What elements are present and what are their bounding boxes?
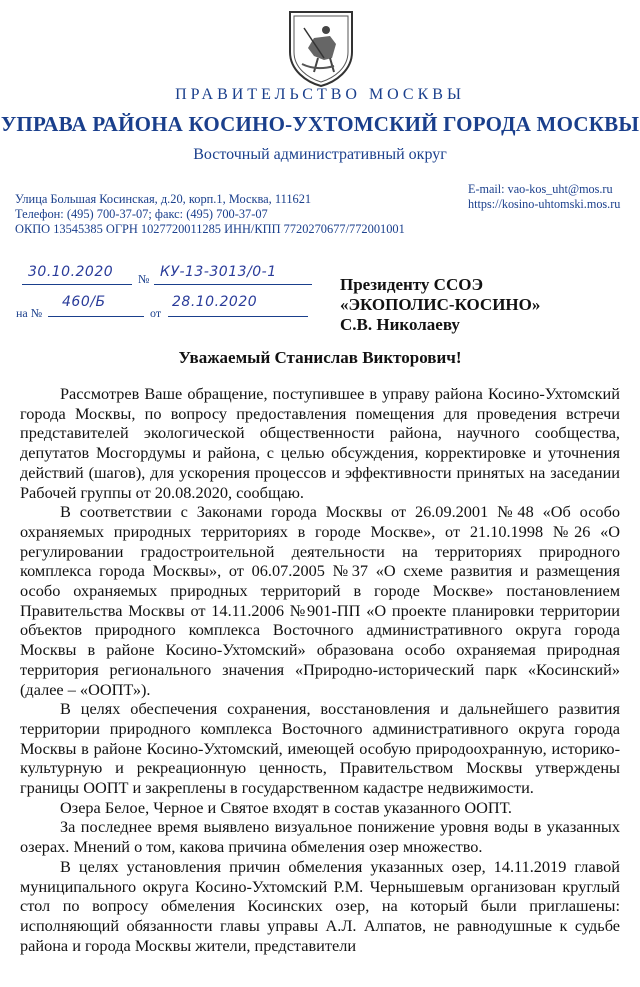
registry-codes-line: ОКПО 13545385 ОГРН 1027720011285 ИНН/КПП 7720270677/772001001 bbox=[15, 222, 405, 236]
na-label: на № bbox=[16, 306, 43, 320]
registration-block bbox=[16, 262, 322, 322]
address-block bbox=[15, 192, 405, 237]
moscow-coat-of-arms-icon bbox=[284, 8, 358, 88]
paragraph: В соответствии с Законами города Москвы от 26.09.2001 №48 «Об особо охраняемых природных территориях в городе Москве», от 21.10.1998 №26 «О регулировании градостроительной деятельности на территориях природного комплекса города Москвы», от 06.07.2005 №37 «О схеме развития и размещения особо охраняемых природных территорий в городе Москве» постановлением Правительства Москвы от 14.11.2006 №901-ПП «О проекте планировки территории объектов природного комплекса Восточного административного округа города Москвы в районе Косино-Ухтомский» образована особо охраняемая природная территория регионального значения «Природно-исторический парк «Косинский» (далее – «ООПТ»). bbox=[20, 502, 620, 699]
addressee-block bbox=[340, 275, 540, 335]
number-label: № bbox=[138, 272, 150, 286]
letter-body bbox=[20, 384, 620, 955]
government-title: ПРАВИТЕЛЬСТВО МОСКВЫ bbox=[175, 86, 465, 103]
number-handwritten: КУ-13-3013/0-1 bbox=[160, 264, 277, 280]
okrug-subtitle: Восточный административный округ bbox=[193, 146, 447, 163]
ot-label: от bbox=[150, 306, 162, 320]
uprava-title: УПРАВА РАЙОНА КОСИНО-УХТОМСКИЙ ГОРОДА МОСКВЫ bbox=[0, 112, 640, 136]
greeting: Уважаемый Станислав Викторович! bbox=[178, 348, 462, 367]
date-handwritten: 30.10.2020 bbox=[28, 264, 114, 280]
website-link[interactable]: https://kosino-uhtomski.mos.ru bbox=[468, 197, 621, 211]
paragraph: Рассмотрев Ваше обращение, поступившее в управу района Косино-Ухтомский города Москвы, по вопросу предоставления помещения для проведения встречи представителей экологической общественности района, научного сообщества, депутатов Мосгордумы и района, с целью обсуждения, корректировке и уточнения действий (шагов), для ускорения процессов и эффективности принятых на заседании Рабочей группы от 20.08.2020, сообщаю. bbox=[20, 384, 620, 502]
addressee-line: С.В. Николаеву bbox=[340, 315, 460, 334]
addressee-line: «ЭКОПОЛИС-КОСИНО» bbox=[340, 295, 541, 314]
ref-number-handwritten: 460/Б bbox=[62, 294, 106, 310]
paragraph: В целях обеспечения сохранения, восстановления и дальнейшего развития территории природного комплекса Восточного административного округа города Москвы в районе Косино-Ухтомский, имеющей особую природоохранную, историко-культурную и рекреационную ценность, Правительством Москвы утверждены границы ООПТ и закреплены в государственном кадастре недвижимости. bbox=[20, 699, 620, 798]
addressee-line: Президенту ССОЭ bbox=[340, 275, 483, 294]
phone-line: Телефон: (495) 700-37-07; факс: (495) 700-37-07 bbox=[15, 207, 268, 221]
paragraph: За последнее время выявлено визуальное понижение уровня воды в указанных озерах. Мнений о том, какова причина обмеления озер множество. bbox=[20, 817, 620, 857]
contacts-block bbox=[468, 182, 620, 212]
paragraph: В целях установления причин обмеления указанных озер, 14.11.2019 главой муниципального округа Косино-Ухтомский Р.М. Чернышевым организован круглый стол по вопросу обмеления Косинских озер, на который были приглашены: исполняющий обязанности главы управы А.Л. Алпатов, не равнодушные к судьбе района и города Москвы жители, представители bbox=[20, 856, 620, 955]
address-line: Улица Большая Косинская, д.20, корп.1, Москва, 111621 bbox=[15, 192, 312, 206]
paragraph: Озера Белое, Черное и Святое входят в состав указанного ООПТ. bbox=[60, 797, 512, 817]
ref-date-handwritten: 28.10.2020 bbox=[172, 294, 258, 310]
email-line: E-mail: vao-kos_uht@mos.ru bbox=[468, 182, 613, 196]
